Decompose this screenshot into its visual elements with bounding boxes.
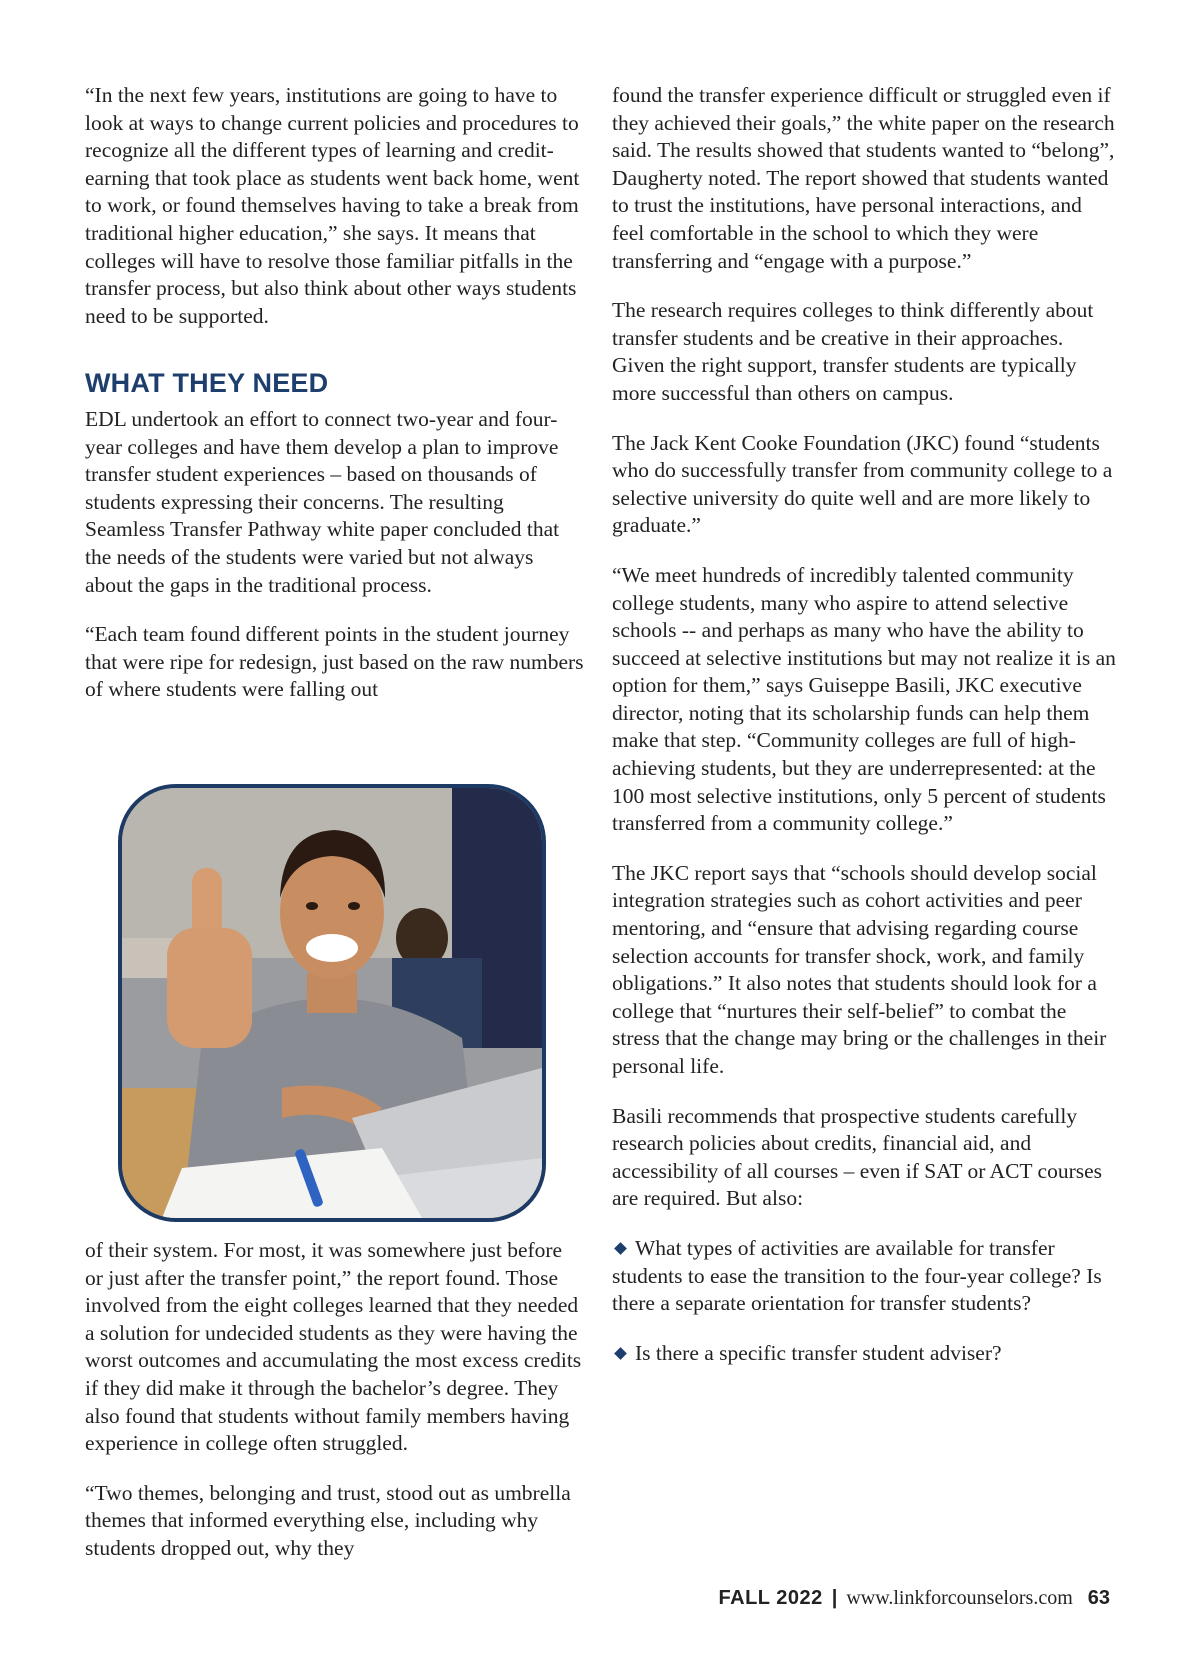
bullet-text: What types of activities are available for transfer students to ease the transition to the four-year college? Is there a separate orientation for transfer students? bbox=[612, 1235, 1102, 1316]
paragraph: The Jack Kent Cooke Foundation (JKC) found “students who do successfully transfer from community college to a selective university do quite well and are more likely to graduate.” bbox=[612, 430, 1113, 538]
right-column bbox=[612, 82, 1118, 1389]
paragraph: found the transfer experience difficult or struggled even if they achieved their goals,” the white paper on the research said. The results showed that students wanted to “belong”, Daugherty noted. The report showed that students wanted to trust the institutions, have personal interactions, and feel comfortable in the school to which they were transferring and “engage with a purpose.” bbox=[612, 83, 1115, 273]
paragraph: The research requires colleges to think differently about transfer students and be creative in their approaches. Given the right support, transfer students are typically more successful than others on campus. bbox=[612, 298, 1094, 405]
page-footer bbox=[719, 1587, 1110, 1610]
paragraph: “Two themes, belonging and trust, stood out as umbrella themes that informed everything else, including why students dropped out, why they bbox=[85, 1480, 571, 1560]
website-link[interactable]: www.linkforcounselors.com bbox=[846, 1587, 1073, 1609]
bullet-text: Is there a specific transfer student adviser? bbox=[635, 1340, 1002, 1365]
issue-label: FALL 2022 bbox=[718, 1587, 823, 1609]
paragraph: “Each team found different points in the student journey that were ripe for redesign, just based on the raw numbers of where students were falling out bbox=[85, 622, 584, 702]
left-column bbox=[85, 82, 585, 726]
footer-separator: | bbox=[831, 1587, 838, 1609]
paragraph: Basili recommends that prospective students carefully research policies about credits, financial aid, and accessibility of all courses – even if SAT or ACT courses are required. But also: bbox=[612, 1103, 1103, 1211]
paragraph: EDL undertook an effort to connect two-year and four-year colleges and have them develop a plan to improve transfer student experiences – based on thousands of students expressing their concerns. The resulting Seamless Transfer Pathway white paper concluded that the needs of the students were varied but not always about the gaps in the traditional process. bbox=[85, 406, 560, 597]
paragraph: “We meet hundreds of incredibly talented community college students, many who aspire to attend selective schools -- and perhaps as many who have the ability to succeed at selective institutions but may not realize it is an option for them,” says Guiseppe Basili, JKC executive director, noting that its scholarship funds can help them make that step. “Community colleges are full of high-achieving students, but they are underrepresented: at the 100 most selective institutions, only 5 percent of students transferred from a community college.” bbox=[612, 562, 1116, 836]
paragraph: of their system. For most, it was somewhere just before or just after the transfer point,” the report found. Those involved from the eight colleges learned that they needed a solution for undecided students as they were having the worst outcomes and accumulating the most excess credits if they did make it through the bachelor’s degree. They also found that students without family members having experience in college often struggled. bbox=[85, 1238, 582, 1456]
student-thumbs-up-photo bbox=[118, 784, 546, 1222]
page-number: 63 bbox=[1087, 1587, 1110, 1609]
paragraph: “In the next few years, institutions are going to have to look at ways to change current policies and procedures to recognize all the different types of learning and credit-earning that took place as students went back home, went to work, or found themselves having to take a break from traditional higher education,” she says. It means that colleges will have to resolve those familiar pitfalls in the transfer process, but also think about other ways students need to be supported. bbox=[85, 83, 580, 328]
left-column-continued bbox=[85, 1237, 585, 1585]
photo-illustration bbox=[122, 788, 542, 1218]
bullet-item bbox=[612, 1340, 1118, 1368]
diamond-bullet-icon bbox=[614, 1242, 627, 1255]
paragraph: The JKC report says that “schools should develop social integration strategies such as cohort activities and peer mentoring, and “ensure that advising regarding course selection accounts for transfer shock, work, and family obligations.” It also notes that students should look for a college that “nurtures their self-belief” to combat the stress that the change may bring or the challenges in their personal life. bbox=[612, 860, 1107, 1078]
section-heading: WHAT THEY NEED bbox=[85, 368, 329, 399]
diamond-bullet-icon bbox=[614, 1347, 627, 1360]
bullet-item bbox=[612, 1235, 1118, 1318]
